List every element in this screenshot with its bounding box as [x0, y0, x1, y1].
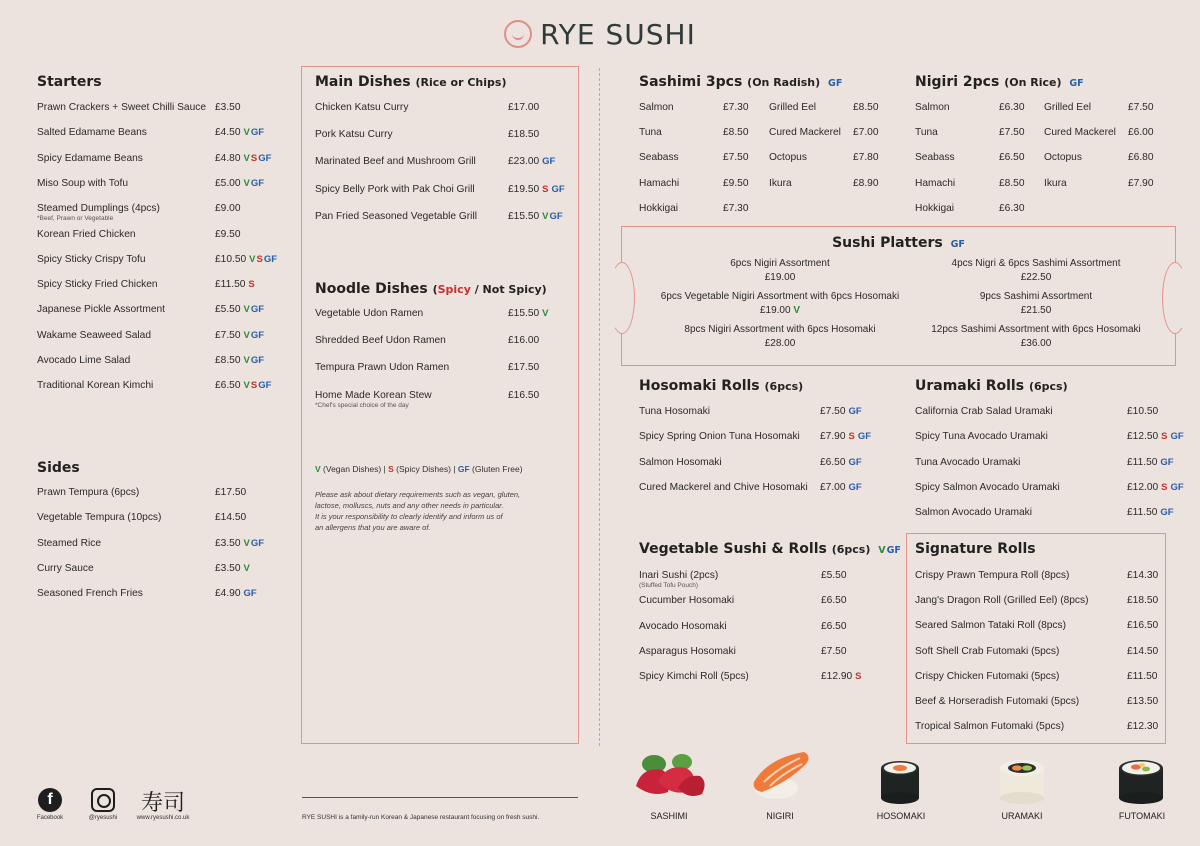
menu-item — [37, 538, 264, 549]
platter-item: 6pcs Vegetable Nigiri Assortment with 6pcs Hosomaki £19.00 V — [660, 291, 900, 316]
menu-item — [915, 152, 1025, 163]
item-price: £8.50 — [215, 355, 241, 366]
website-link[interactable]: www.ryesushi.co.uk — [136, 815, 190, 821]
item-name: Crispy Chicken Futomaki (5pcs) — [915, 670, 1060, 682]
item-name: Avocado Hosomaki — [639, 620, 727, 632]
item-price: £12.00 — [1127, 481, 1159, 493]
item-name: Tuna — [915, 127, 938, 139]
item-name: Spicy Spring Onion Tuna Hosomaki — [639, 431, 800, 443]
item-name: Spicy Tuna Avocado Uramaki — [915, 431, 1048, 443]
item-name: Ikura — [769, 177, 792, 189]
diet-tag: V — [243, 537, 250, 549]
menu-item — [639, 482, 862, 493]
item-price: £7.00 — [853, 127, 879, 139]
item-price: £7.30 — [723, 102, 749, 113]
menu-item — [315, 390, 539, 409]
platter-item: 12pcs Sashimi Assortment with 6pcs Hosomaki £36.00 — [931, 324, 1141, 349]
sushi-platters-title: Sushi Platters GF — [832, 235, 965, 251]
menu-item — [639, 570, 847, 589]
item-price: £6.50 — [821, 620, 847, 632]
diet-tag: GF — [250, 304, 265, 316]
item-name: Salmon Avocado Uramaki — [915, 507, 1033, 519]
item-price: £7.00 — [820, 481, 846, 493]
menu-item — [915, 482, 1184, 493]
menu-item — [639, 457, 862, 468]
column-divider — [599, 68, 600, 746]
diet-tag: GF — [848, 481, 862, 493]
item-price: £7.50 — [1128, 102, 1154, 113]
item-price: £12.30 — [1127, 721, 1159, 733]
menu-item — [639, 431, 871, 442]
item-name: Spicy Belly Pork with Pak Choi Grill — [315, 183, 475, 195]
item-name: Chicken Katsu Curry — [315, 102, 409, 113]
item-price: £7.80 — [853, 152, 879, 164]
item-price: £7.50 — [999, 127, 1025, 139]
item-name: Soft Shell Crab Futomaki (5pcs) — [915, 645, 1060, 657]
item-name: Spicy Edamame Beans — [37, 152, 143, 164]
menu-item — [915, 620, 1158, 631]
item-price: £12.90 — [821, 671, 853, 683]
item-name: Grilled Eel — [1044, 102, 1091, 113]
item-price: £8.50 — [723, 127, 749, 139]
item-name: Vegetable Tempura (10pcs) — [37, 512, 162, 524]
hosomaki-title: Hosomaki Rolls (6pcs) — [639, 378, 804, 394]
item-price: £10.50 — [215, 253, 247, 265]
menu-item — [915, 646, 1158, 657]
item-name: Japanese Pickle Assortment — [37, 304, 165, 316]
hosomaki-image — [878, 756, 922, 806]
item-price: £8.50 — [999, 177, 1025, 189]
item-price: £6.50 — [215, 380, 241, 392]
diet-tag: GF — [551, 183, 565, 195]
futomaki-image — [1116, 756, 1166, 806]
diet-tag: GF — [1170, 431, 1184, 443]
menu-item — [1044, 178, 1154, 189]
diet-tag: V — [542, 210, 549, 222]
diet-tag: V — [243, 152, 250, 164]
item-price: £7.50 — [821, 645, 847, 657]
item-name: Grilled Eel — [769, 102, 816, 113]
menu-item — [639, 646, 847, 657]
diet-tag: GF — [250, 177, 265, 189]
starters-title: Starters — [37, 74, 102, 90]
menu-item — [769, 152, 879, 163]
item-price: £5.50 — [821, 570, 847, 581]
platter-item: 6pcs Nigiri Assortment £19.00 — [730, 258, 830, 283]
diet-tag: GF — [250, 127, 265, 139]
item-price: £11.50 — [1127, 507, 1158, 519]
uramaki-image — [996, 756, 1048, 806]
menu-item — [915, 671, 1157, 682]
item-price: £18.50 — [508, 129, 540, 141]
item-name: Pork Katsu Curry — [315, 129, 393, 141]
menu-item — [639, 127, 749, 138]
signature-panel — [906, 533, 1166, 744]
item-name: Asparagus Hosomaki — [639, 645, 736, 657]
item-name: California Crab Salad Uramaki — [915, 406, 1053, 417]
menu-item — [37, 330, 264, 341]
diet-tag: S — [248, 279, 255, 291]
item-name: Octopus — [1044, 152, 1082, 164]
diet-tag: S — [1161, 481, 1168, 493]
menu-item — [769, 178, 879, 189]
sides-title: Sides — [37, 460, 80, 476]
item-price: £9.00 — [215, 203, 241, 215]
menu-item — [37, 153, 271, 164]
menu-item — [315, 308, 549, 319]
item-price: £6.80 — [1128, 152, 1154, 164]
diet-tag: V — [249, 253, 256, 265]
item-price: £18.50 — [1127, 595, 1159, 607]
item-price: £7.30 — [723, 202, 749, 214]
diet-tag: GF — [243, 588, 257, 600]
menu-item — [37, 254, 277, 265]
item-name: Wakame Seaweed Salad — [37, 329, 152, 341]
item-name: Salted Edamame Beans — [37, 127, 147, 139]
diet-tag: GF — [542, 156, 556, 168]
item-price: £4.90 — [215, 588, 241, 600]
item-price: £14.30 — [1127, 570, 1159, 581]
menu-item — [915, 431, 1184, 442]
item-price: £15.50 — [508, 308, 540, 319]
nigiri-image — [748, 746, 814, 806]
diet-tag: GF — [258, 152, 272, 164]
item-price: £3.50 — [215, 537, 241, 549]
diet-tag: GF — [263, 253, 278, 265]
menu-item — [315, 335, 539, 346]
diet-tag: V — [542, 308, 549, 319]
uramaki-title: Uramaki Rolls (6pcs) — [915, 378, 1068, 394]
diet-tag: GF — [250, 537, 265, 549]
item-name: Cucumber Hosomaki — [639, 595, 735, 607]
item-price: £11.50 — [1127, 670, 1158, 682]
item-price: £16.50 — [1127, 620, 1159, 632]
menu-item — [915, 127, 1025, 138]
sashimi-image — [632, 746, 708, 802]
platter-item: 9pcs Sashimi Assortment £21.50 — [979, 291, 1093, 316]
item-name: Marinated Beef and Mushroom Grill — [315, 156, 476, 168]
menu-item — [915, 406, 1158, 417]
item-price: £7.50 — [723, 152, 749, 164]
menu-item — [37, 380, 271, 391]
diet-tag: V — [243, 562, 250, 574]
nigiri-title: Nigiri 2pcs (On Rice) GF — [915, 74, 1084, 90]
item-name: Steamed Rice — [37, 537, 101, 549]
item-name: Salmon — [639, 102, 674, 113]
item-price: £6.50 — [820, 456, 846, 468]
menu-item — [315, 184, 565, 195]
diet-tag: GF — [1170, 481, 1184, 493]
item-name: Tropical Salmon Futomaki (5pcs) — [915, 721, 1065, 733]
menu-item — [37, 355, 264, 366]
item-name: Curry Sauce — [37, 562, 94, 574]
platter-item: 8pcs Nigiri Assortment with 6pcs Hosomaki £28.00 — [684, 324, 876, 349]
diet-tag: V — [243, 355, 250, 366]
item-name: Home Made Korean Stew — [315, 389, 432, 401]
fish-logo-icon — [504, 20, 532, 48]
uramaki-caption: URAMAKI — [1001, 811, 1043, 821]
menu-item — [37, 203, 241, 222]
item-price: £23.00 — [508, 156, 540, 168]
facebook-icon[interactable]: f — [38, 788, 62, 812]
item-price: £5.00 — [215, 177, 241, 189]
item-name: Seared Salmon Tataki Roll (8pcs) — [915, 620, 1066, 632]
item-name: Spicy Sticky Crispy Tofu — [37, 253, 146, 265]
diet-tag: S — [855, 671, 862, 683]
menu-item — [639, 671, 862, 682]
diet-tag: V — [243, 329, 250, 341]
menu-item — [37, 512, 246, 523]
item-note: (Stuffed Tofu Pouch) — [639, 582, 699, 589]
item-name: Cured Mackerel — [1044, 127, 1116, 139]
hosomaki-caption: HOSOMAKI — [876, 811, 926, 821]
item-name: Seasoned French Fries — [37, 588, 143, 600]
item-price: £4.50 — [215, 127, 241, 139]
item-name: Steamed Dumplings (4pcs) — [37, 203, 160, 215]
diet-tag: V — [243, 127, 250, 139]
menu-item — [769, 127, 879, 138]
menu-item — [37, 487, 246, 498]
item-price: £13.50 — [1127, 696, 1159, 707]
item-name: Korean Fried Chicken — [37, 228, 136, 240]
menu-item — [915, 696, 1158, 707]
diet-tag: S — [848, 431, 855, 443]
brand-name: RYE SUSHI — [540, 18, 696, 51]
menu-item — [915, 102, 1025, 113]
item-price: £7.90 — [1128, 177, 1154, 189]
menu-item — [915, 203, 1025, 214]
item-price: £17.50 — [215, 487, 247, 498]
instagram-icon[interactable] — [91, 788, 115, 812]
item-price: £12.50 — [1127, 431, 1159, 443]
dietary-legend: V (Vegan Dishes) | S (Spicy Dishes) | GF (Gluten Free) — [315, 464, 523, 474]
menu-item — [1044, 152, 1154, 163]
menu-item — [639, 102, 749, 113]
item-name: Salmon Hosomaki — [639, 456, 722, 468]
nigiri-caption: NIGIRI — [766, 811, 794, 821]
item-name: Traditional Korean Kimchi — [37, 380, 154, 392]
sashimi-caption: SASHIMI — [650, 811, 688, 821]
diet-tag: S — [542, 183, 549, 195]
item-price: £17.00 — [508, 102, 540, 113]
menu-item — [37, 127, 264, 138]
sashimi-title: Sashimi 3pcs (On Radish) GF — [639, 74, 843, 90]
item-name: Hamachi — [915, 177, 956, 189]
diet-tag: GF — [1160, 507, 1174, 519]
item-name: Inari Sushi (2pcs) — [639, 570, 719, 581]
item-note: *Chef's special choice of the day — [315, 401, 409, 409]
menu-item — [639, 406, 862, 417]
item-name: Avocado Lime Salad — [37, 355, 131, 366]
item-price: £5.50 — [215, 304, 241, 316]
item-name: Cured Mackerel — [769, 127, 841, 139]
footer-tagline: RYE SUSHI is a family-run Korean & Japanese restaurant focusing on fresh sushi. — [302, 814, 540, 821]
diet-tag: S — [250, 152, 258, 164]
menu-item — [639, 178, 749, 189]
wave-divider — [302, 788, 578, 798]
menu-item — [915, 595, 1158, 606]
menu-item — [37, 588, 257, 599]
diet-tag: S — [256, 253, 263, 265]
noodle-dishes-title: Noodle Dishes (Spicy / Not Spicy) — [315, 281, 547, 297]
item-price: £11.50 — [1127, 456, 1158, 468]
item-name: Hokkigai — [915, 202, 955, 214]
diet-tag: GF — [250, 355, 265, 366]
item-price: £6.00 — [1128, 127, 1154, 139]
item-name: Seabass — [639, 152, 679, 164]
item-price: £14.50 — [1127, 645, 1159, 657]
item-name: Cured Mackerel and Chive Hosomaki — [639, 481, 808, 493]
menu-item — [1044, 102, 1154, 113]
item-name: Tuna Avocado Uramaki — [915, 456, 1021, 468]
item-name: Spicy Sticky Fried Chicken — [37, 279, 158, 291]
menu-item — [315, 362, 539, 373]
menu-item — [37, 229, 241, 240]
item-name: Crispy Prawn Tempura Roll (8pcs) — [915, 570, 1070, 581]
menu-item — [915, 721, 1158, 732]
menu-item — [915, 457, 1174, 468]
item-price: £6.50 — [821, 595, 847, 607]
diet-tag: V — [243, 304, 250, 316]
item-name: Jang's Dragon Roll (Grilled Eel) (8pcs) — [915, 595, 1089, 607]
platter-item: 4pcs Nigri & 6pcs Sashimi Assortment £22.50 — [951, 258, 1121, 283]
brand-header — [0, 18, 1200, 51]
diet-tag: S — [250, 380, 258, 392]
menu-item — [37, 563, 250, 574]
item-price: £17.50 — [508, 362, 540, 374]
item-price: £6.30 — [999, 102, 1025, 113]
diet-tag: V — [243, 380, 250, 392]
menu-item — [37, 279, 255, 290]
item-name: Hamachi — [639, 177, 680, 189]
sushi-platters-panel — [621, 226, 1176, 366]
item-name: Prawn Crackers + Sweet Chilli Sauce — [37, 102, 207, 113]
menu-item — [769, 102, 879, 113]
menu-item — [1044, 127, 1154, 138]
item-price: £10.50 — [1127, 406, 1159, 417]
item-name: Seabass — [915, 152, 955, 164]
menu-item — [315, 129, 539, 140]
item-name: Octopus — [769, 152, 807, 164]
item-price: £3.50 — [215, 562, 241, 574]
diet-tag: GF — [848, 456, 862, 468]
diet-tag: GF — [258, 380, 272, 392]
menu-item — [37, 304, 264, 315]
menu-item — [915, 507, 1174, 518]
item-name: Hokkigai — [639, 202, 679, 214]
item-name: Ikura — [1044, 177, 1067, 189]
diet-tag: GF — [1160, 456, 1174, 468]
sushi-kanji: 寿司 — [140, 791, 185, 816]
item-name: Spicy Salmon Avocado Uramaki — [915, 481, 1060, 493]
item-price: £3.50 — [215, 102, 241, 113]
item-price: £9.50 — [215, 228, 241, 240]
item-name: Pan Fried Seasoned Vegetable Grill — [315, 210, 477, 222]
dietary-note: Please ask about dietary requirements such as vegan, gluten, lactose, molluscs, nuts and any other needs in particular. It is your responsibility to clearly identify and inform us of an allergens that you are aware of. — [315, 490, 521, 532]
menu-item — [639, 595, 847, 606]
item-price: £7.50 — [820, 406, 846, 417]
item-name: Beef & Horseradish Futomaki (5pcs) — [915, 696, 1080, 707]
item-name: Vegetable Udon Ramen — [315, 308, 424, 319]
instagram-handle: @ryesushi — [88, 815, 118, 821]
item-price: £8.90 — [853, 177, 879, 189]
menu-item — [639, 621, 847, 632]
menu-item — [915, 570, 1158, 581]
item-price: £6.30 — [999, 202, 1025, 214]
menu-item — [315, 102, 539, 113]
item-name: Shredded Beef Udon Ramen — [315, 335, 446, 347]
facebook-label: Facebook — [36, 815, 64, 821]
item-name: Tuna — [639, 127, 662, 139]
item-name: Salmon — [915, 102, 950, 113]
menu-item — [315, 211, 563, 222]
menu-item — [639, 152, 749, 163]
item-price: £9.50 — [723, 177, 749, 189]
diet-tag: GF — [857, 431, 872, 443]
main-dishes-title: Main Dishes (Rice or Chips) — [315, 74, 507, 90]
diet-tag: GF — [549, 210, 563, 222]
vegetable-rolls-title: Vegetable Sushi & Rolls (6pcs) VGF — [639, 541, 901, 557]
item-price: £11.50 — [215, 279, 246, 291]
item-price: £16.00 — [508, 335, 540, 347]
item-price: £7.90 — [820, 431, 846, 443]
item-price: £6.50 — [999, 152, 1025, 164]
item-name: Miso Soup with Tofu — [37, 177, 128, 189]
diet-tag: V — [243, 177, 250, 189]
item-price: £14.50 — [215, 512, 247, 524]
item-price: £19.50 — [508, 183, 540, 195]
item-price: £4.80 — [215, 152, 241, 164]
item-name: Spicy Kimchi Roll (5pcs) — [639, 671, 749, 683]
item-name: Tempura Prawn Udon Ramen — [315, 362, 450, 374]
menu-item — [915, 178, 1025, 189]
item-note: *Beef, Prawn or Vegetable — [37, 215, 114, 223]
menu-item — [639, 203, 749, 214]
item-name: Prawn Tempura (6pcs) — [37, 487, 140, 498]
item-price: £15.50 — [508, 210, 540, 222]
diet-tag: GF — [250, 329, 265, 341]
item-price: £8.50 — [853, 102, 879, 113]
item-price: £7.50 — [215, 329, 241, 341]
diet-tag: S — [1161, 431, 1168, 443]
signature-rolls-title: Signature Rolls — [915, 541, 1036, 557]
futomaki-caption: FUTOMAKI — [1118, 811, 1166, 821]
item-name: Tuna Hosomaki — [639, 406, 710, 417]
diet-tag: GF — [848, 406, 862, 417]
menu-item — [315, 156, 555, 167]
menu-item — [37, 102, 241, 113]
menu-item — [37, 178, 264, 189]
item-price: £16.50 — [508, 389, 540, 401]
